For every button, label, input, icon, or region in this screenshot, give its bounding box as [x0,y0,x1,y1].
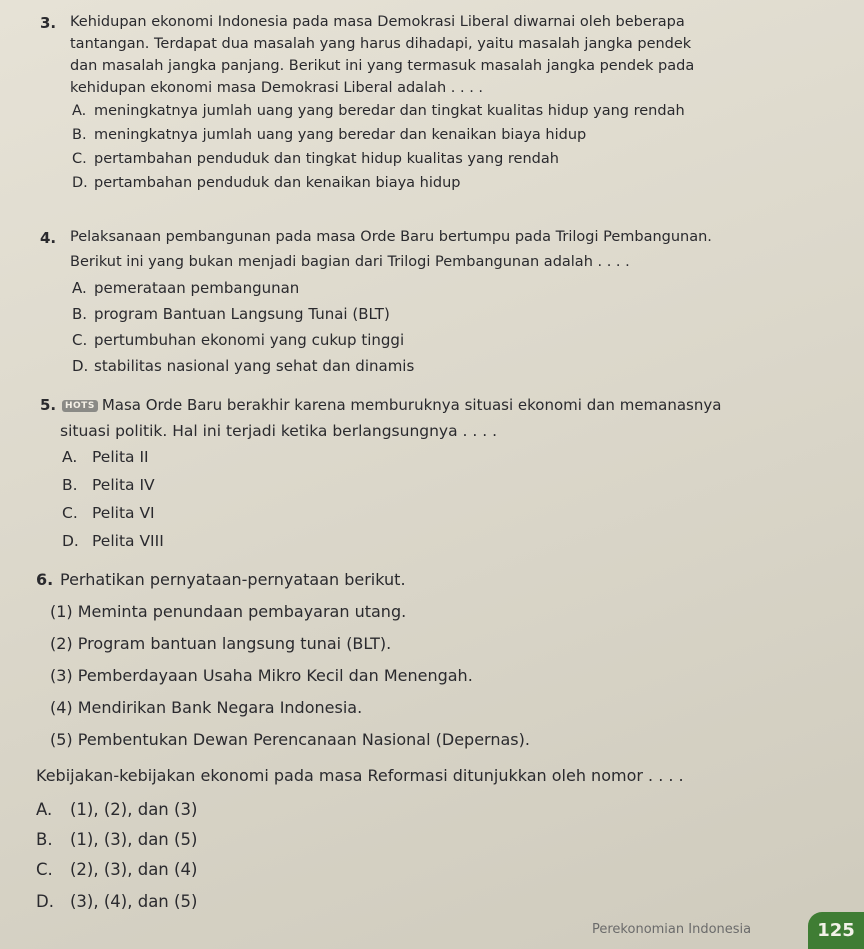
option-text: (1), (2), dan (3) [70,800,198,819]
statement-item: (2) Program bantuan langsung tunai (BLT). [50,634,392,653]
question-text-line: dan masalah jangka panjang. Berikut ini yang termasuk masalah jangka pendek pada [70,58,695,74]
question-text-line: Perhatikan pernyataan-pernyataan berikut. [60,570,406,589]
option-text: (3), (4), dan (5) [70,892,198,911]
option-text: meningkatnya jumlah uang yang beredar dan tingkat kualitas hidup yang rendah [94,103,685,119]
question-text-line: Pelaksanaan pembangunan pada masa Orde Baru bertumpu pada Trilogi Pembangunan. [70,229,712,245]
book-title-footer: Perekonomian Indonesia [592,922,752,937]
option-text: Pelita II [92,448,149,466]
option-letter: D. [72,175,88,191]
option-text: Pelita VIII [92,532,164,550]
option-letter: A. [62,448,78,466]
question-text: Masa Orde Baru berakhir karena memburuknya situasi ekonomi dan memanasnya [101,396,722,414]
question-text-line [62,396,721,414]
option-letter: C. [36,860,53,879]
option-letter: D. [36,892,54,911]
option-text: pertambahan penduduk dan kenaikan biaya hidup [94,175,461,191]
option-letter: C. [72,151,87,167]
option-text: (2), (3), dan (4) [70,860,198,879]
option-a[interactable] [36,800,197,819]
option-letter: B. [36,830,53,849]
option-text: Pelita IV [92,476,155,494]
option-c[interactable] [72,331,404,349]
question-text-line: Berikut ini yang bukan menjadi bagian dari Trilogi Pembangunan adalah . . . . [70,254,630,270]
option-a[interactable] [62,448,149,466]
question-number: 6. [36,570,54,589]
option-letter: C. [72,331,88,349]
option-letter: A. [72,103,87,119]
statement-item: (5) Pembentukan Dewan Perencanaan Nasional (Depernas). [50,730,530,749]
question-text-line: tantangan. Terdapat dua masalah yang harus dihadapi, yaitu masalah jangka pendek [70,36,692,52]
page-number-badge: 125 [808,912,864,949]
question-text-line: situasi politik. Hal ini terjadi ketika berlangsungnya . . . . [60,422,498,440]
option-text: meningkatnya jumlah uang yang beredar dan kenaikan biaya hidup [94,127,587,143]
option-text: (1), (3), dan (5) [70,830,198,849]
question-text-line: Kehidupan ekonomi Indonesia pada masa Demokrasi Liberal diwarnai oleh beberapa [70,14,685,30]
question-number: 5. [40,396,57,414]
option-letter: B. [72,127,87,143]
option-c[interactable] [72,151,559,167]
option-text: program Bantuan Langsung Tunai (BLT) [94,305,390,323]
option-b[interactable] [72,127,586,143]
question-number: 4. [40,229,57,247]
option-d[interactable] [62,532,164,550]
option-d[interactable] [36,892,197,911]
option-text: pemerataan pembangunan [94,279,300,297]
option-a[interactable] [72,103,685,119]
option-text: pertumbuhan ekonomi yang cukup tinggi [94,331,405,349]
hots-badge: HOTS [62,400,98,412]
option-d[interactable] [72,175,461,191]
option-b[interactable] [62,476,155,494]
option-letter: C. [62,504,78,522]
option-text: stabilitas nasional yang sehat dan dinamis [94,357,415,375]
question-prompt: Kebijakan-kebijakan ekonomi pada masa Reformasi ditunjukkan oleh nomor . . . . [36,766,684,785]
question-text-line: kehidupan ekonomi masa Demokrasi Liberal adalah . . . . [70,80,484,96]
option-letter: B. [62,476,78,494]
option-d[interactable] [72,357,414,375]
option-letter: D. [72,357,89,375]
option-text: pertambahan penduduk dan tingkat hidup kualitas yang rendah [94,151,559,167]
option-c[interactable] [62,504,155,522]
option-b[interactable] [36,830,197,849]
statement-item: (3) Pemberdayaan Usaha Mikro Kecil dan Menengah. [50,666,473,685]
statement-item: (1) Meminta penundaan pembayaran utang. [50,602,407,621]
option-letter: A. [36,800,53,819]
statement-item: (4) Mendirikan Bank Negara Indonesia. [50,698,363,717]
option-letter: D. [62,532,79,550]
option-letter: A. [72,279,87,297]
option-c[interactable] [36,860,197,879]
option-b[interactable] [72,305,390,323]
option-a[interactable] [72,279,299,297]
option-letter: B. [72,305,88,323]
option-text: Pelita VI [92,504,155,522]
question-number: 3. [40,14,57,32]
